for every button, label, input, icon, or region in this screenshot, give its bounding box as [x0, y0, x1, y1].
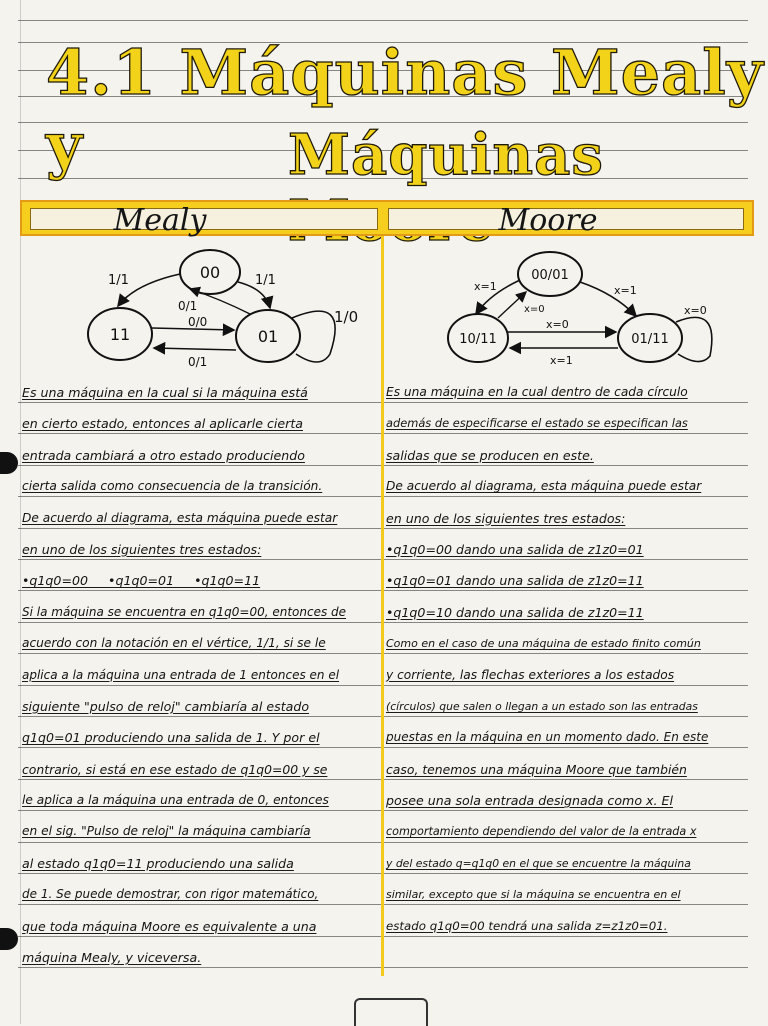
moore-heading: Moore	[498, 203, 598, 238]
mealy-line: que toda máquina Moore es equivalente a una	[22, 918, 317, 934]
binder-hole	[0, 452, 18, 474]
page-title-line-2: Máquinas	[288, 122, 604, 188]
moore-line: y corriente, las flechas exteriores a los estados	[386, 667, 675, 682]
mealy-line: de 1. Se puede demostrar, con rigor matemático,	[22, 887, 319, 902]
moore-line: puestas en la máquina en un momento dado. En este	[386, 730, 709, 745]
moore-line: (círculos) que salen o llegan a un estado son las entradas	[386, 699, 698, 713]
mealy-text	[22, 376, 378, 972]
mealy-state-00-label: 00	[199, 263, 221, 282]
moore-line: De acuerdo al diagrama, esta máquina puede estar	[386, 479, 702, 494]
moore-line: •q1q0=10 dando una salida de z1z0=11	[386, 604, 644, 620]
mealy-edge-label-5: 1/0	[334, 308, 359, 326]
binder-hole	[0, 928, 18, 950]
moore-edge-label-5: x=0	[684, 304, 707, 317]
moore-edge-label-2: x=1	[614, 284, 637, 297]
mealy-line: le aplica a la máquina una entrada de 0, entonces	[22, 793, 329, 808]
mealy-line: en el sig. "Pulso de reloj" la máquina cambiaría	[22, 824, 311, 839]
mealy-edge-label-4: 0/0	[188, 315, 208, 329]
moore-edge-label-6: x=1	[550, 354, 573, 367]
moore-line: similar, excepto que si la máquina se encuentra en el	[386, 888, 681, 902]
moore-line: además de especificarse el estado se especifican las	[386, 416, 688, 431]
moore-edge-label-1: x=1	[474, 280, 497, 293]
mealy-line: aplica a la máquina una entrada de 1 entonces en el	[22, 667, 340, 682]
moore-line: caso, tenemos una máquina Moore que también	[386, 761, 687, 777]
mealy-heading: Mealy	[113, 203, 207, 238]
notebook-tab	[354, 998, 428, 1026]
moore-line: y del estado q=q1q0 en el que se encuentre la máquina	[386, 856, 691, 870]
ruled-line	[18, 20, 748, 21]
mealy-edge-label-2: 1/1	[255, 273, 276, 288]
mealy-line: Si la máquina se encuentra en q1q0=00, entonces de	[22, 604, 347, 619]
moore-line: comportamiento dependiendo del valor de la entrada x	[386, 825, 697, 839]
mealy-edge-label-6: 0/1	[188, 355, 208, 369]
mealy-state-01-label: 01	[257, 327, 279, 346]
mealy-line: en uno de los siguientes tres estados:	[22, 541, 262, 557]
moore-line: estado q1q0=00 tendrá una salida z=z1z0=01.	[386, 918, 668, 933]
moore-line: Como en el caso de una máquina de estado finito común	[386, 637, 701, 651]
mealy-self-loop-01	[292, 311, 335, 362]
moore-state-label-1: 00/01	[531, 268, 569, 283]
moore-state-label-3: 01/11	[631, 332, 669, 347]
mealy-line: q1q0=01 produciendo una salida de 1. Y por el	[22, 730, 320, 746]
mealy-line: cierta salida como consecuencia de la transición.	[22, 479, 323, 494]
mealy-line: acuerdo con la notación en el vértice, 1/1, si se le	[22, 636, 326, 651]
mealy-state-diagram	[30, 244, 370, 374]
mealy-line: De acuerdo al diagrama, esta máquina puede estar	[22, 510, 338, 525]
moore-state-diagram	[400, 244, 740, 374]
moore-line: Es una máquina en la cual dentro de cada círculo	[386, 385, 688, 399]
moore-edge-label-3: x=0	[524, 304, 545, 315]
moore-state-label-2: 10/11	[459, 332, 497, 347]
moore-line: posee una sola entrada designada como x. El	[386, 793, 673, 809]
mealy-line: siguiente "pulso de reloj" cambiaría al estado	[22, 698, 310, 714]
mealy-line: contrario, si está en ese estado de q1q0=00 y se	[22, 761, 328, 777]
mealy-edge-label-1: 1/1	[108, 273, 129, 288]
column-divider	[381, 236, 384, 976]
mealy-line: en cierto estado, entonces al aplicarle cierta	[22, 416, 303, 432]
moore-line: salidas que se producen en este.	[386, 447, 594, 463]
mealy-line: entrada cambiará a otro estado produciendo	[22, 447, 305, 463]
mealy-line: máquina Mealy, y viceversa.	[22, 950, 202, 966]
moore-line: •q1q0=01 dando una salida de z1z0=11	[386, 573, 644, 589]
moore-text	[386, 376, 748, 941]
mealy-line: al estado q1q0=11 produciendo una salida	[22, 855, 294, 871]
mealy-line: •q1q0=00 •q1q0=01 •q1q0=11	[22, 573, 261, 589]
page-title-line-1: 4.1 Máquinas Mealy y	[46, 36, 764, 182]
margin-line	[20, 0, 21, 1024]
mealy-line: Es una máquina en la cual si la máquina está	[22, 385, 308, 400]
mealy-edge-label-3: 0/1	[178, 299, 198, 313]
mealy-state-11-label: 11	[109, 325, 131, 344]
moore-edge-label-4: x=0	[546, 318, 569, 331]
mealy-edge-01-11	[154, 348, 236, 350]
moore-line: en uno de los siguientes tres estados:	[386, 510, 626, 526]
moore-edge-3	[498, 292, 526, 318]
moore-line: •q1q0=00 dando una salida de z1z0=01	[386, 541, 644, 557]
